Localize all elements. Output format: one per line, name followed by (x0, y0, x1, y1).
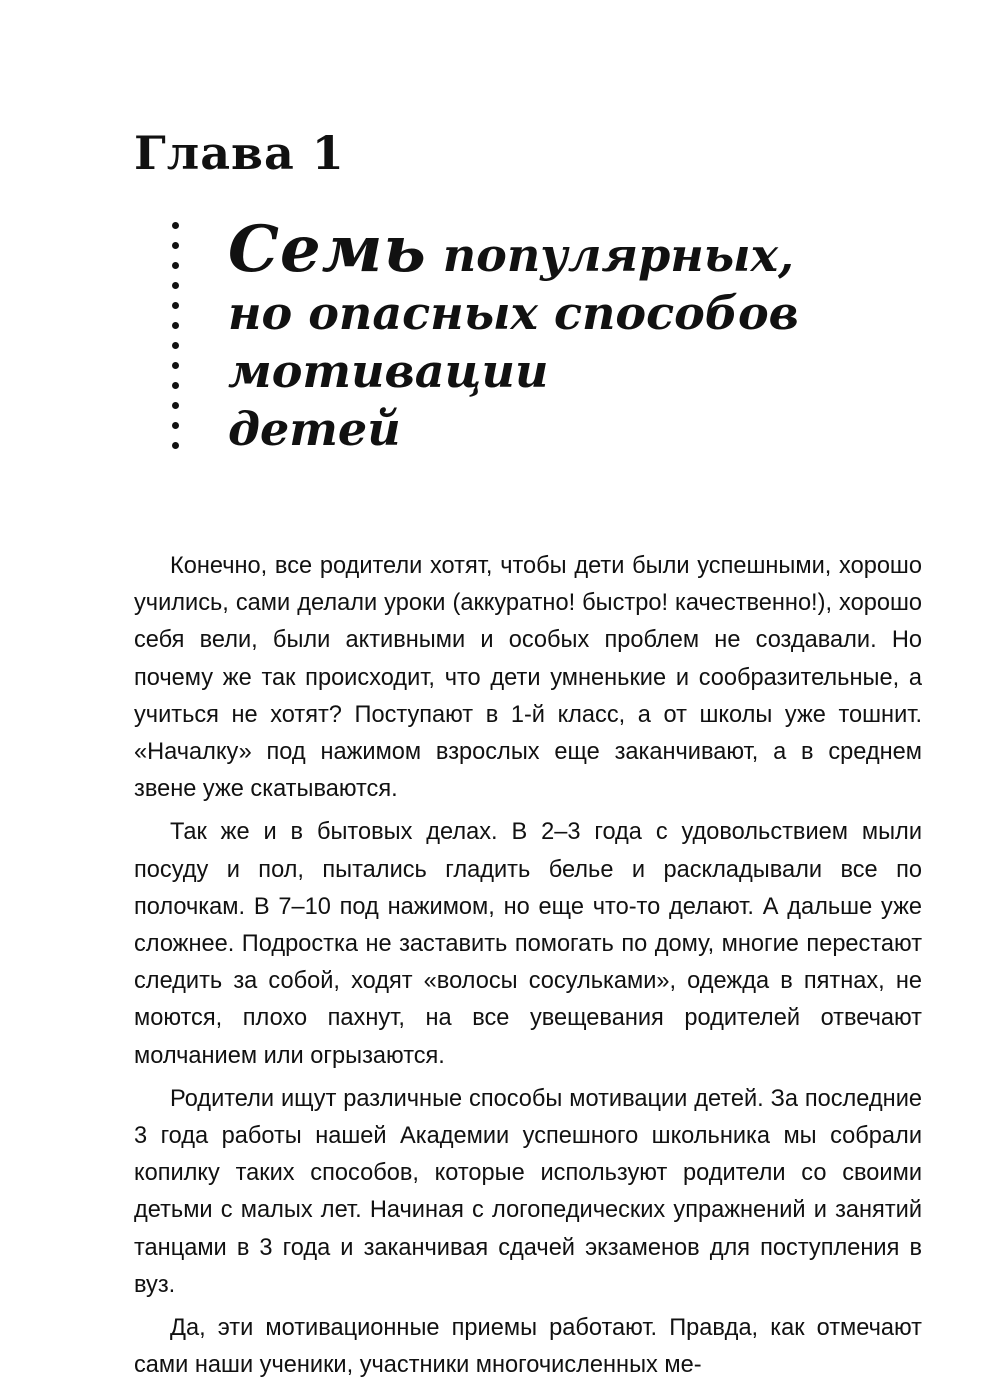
chapter-label: Глава 1 (134, 126, 345, 180)
chapter-title (228, 212, 948, 458)
paragraph: Родители ищут различные способы мотивации детей. За последние 3 года работы нашей Академии успешного школьника мы собрали копилку таких способов, которые используют родители со своими детьми с малых лет. Начиная с логопедических упражнений и занятий танцами в 3 года и заканчивая сдачей экзаменов для поступления в вуз. (134, 1085, 922, 1298)
chapter-title-line-4: детей (228, 402, 401, 456)
chapter-title-line-1 (228, 212, 948, 287)
body-text (134, 548, 922, 1390)
chapter-title-first-word: Семь (228, 212, 427, 287)
chapter-title-line-1-rest: популярных, (442, 228, 795, 282)
chapter-title-line-3: мотивации (228, 344, 549, 398)
paragraph: Так же и в бытовых делах. В 2–3 года с удовольствием мыли посуду и пол, пытались гладить белье и раскладывали все по полочкам. В 7–10 под нажимом, но еще что-то делают. А дальше уже сложнее. Подростка не заставить помогать по дому, многие перестают следить за собой, ходят «волосы сосульками», одежда в пятнах, не моются, плохо пахнут, на все увещевания родителей отвечают молчанием или огрызаются. (134, 819, 922, 1069)
paragraph: Конечно, все родители хотят, чтобы дети были успешными, хорошо учились, сами делали уроки (аккуратно! быстро! качественно!), хорошо себя вели, были активными и особых проблем не создавали. Но почему же так происходит, что дети умненькие и сообразительные, а учиться не хотят? Поступают в 1-й класс, а от школы уже тошнит. «Началку» под нажимом взрослых еще заканчивают, а в среднем звене уже скатываются. (134, 553, 922, 803)
paragraph: Да, эти мотивационные приемы работают. Правда, как отмечают сами наши ученики, участники многочисленных ме- (134, 1315, 922, 1379)
chapter-title-line-2: но опасных способов (228, 286, 799, 340)
decorative-dotted-line (170, 220, 182, 460)
